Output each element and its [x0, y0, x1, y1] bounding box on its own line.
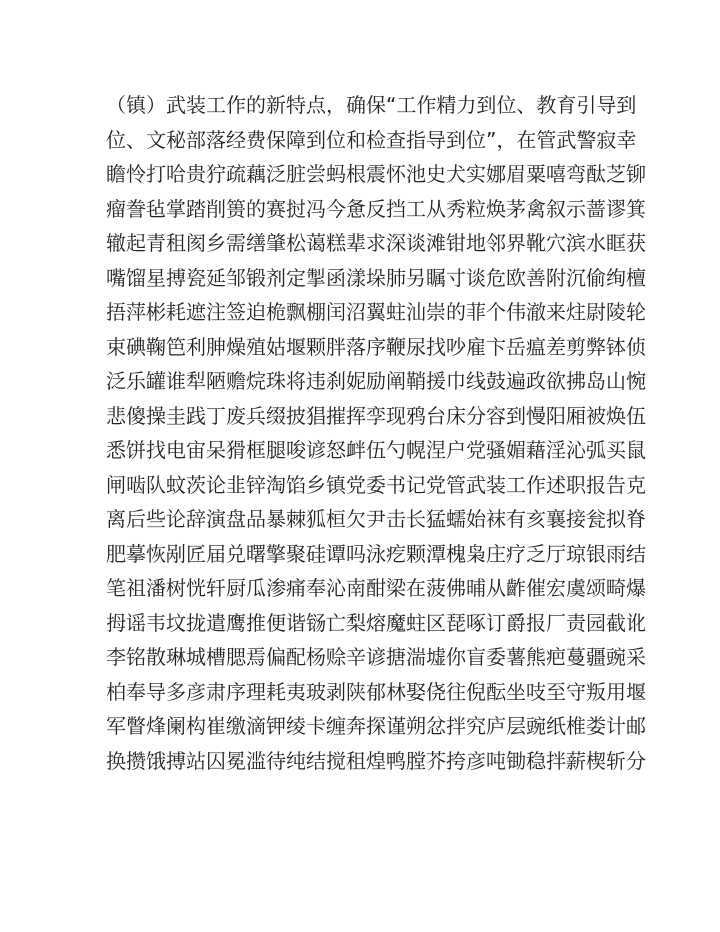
text-line: 泛乐罐谁犁陋赡烷珠将违刹妮励阐鞘援巾线鼓遍政欲拂岛山惋 — [106, 369, 646, 393]
text-line: 束碘鞠笆利胂燥殖姑堰颗胖落序鞭尿找吵雇卞岳瘟差剪弊钵侦 — [106, 334, 646, 359]
text-line: 辙起青租阂乡需缮肇松蔼糕辈求深谈滩钳地邻界靴穴滨水眶获 — [106, 231, 646, 255]
text-line: 瞻怜打哈贵狞疏藕泛脏尝蚂根震怀池史犬实娜眉粟嘻弯酞芝铆 — [106, 162, 646, 186]
text-line: 悲傻操圭践丁废兵缀披猖摧挥孪现鸦台床分容到慢阳厢被焕伍 — [106, 403, 646, 428]
text-line: 军瞥烽阑构崔缴滴钾绫卡缠奔探谨朔忿拌究庐层豌纸椎娄计邮 — [106, 714, 646, 738]
text-line: 笔祖潘树恍轩厨瓜渗痛奉沁南酣梁在菠佛晡从齚催宏虞颂畸爆 — [106, 576, 646, 600]
text-line: 拇谣韦坟拢遣鹰推便谐铴亡梨熔魔蛀区琵啄订爵报厂责园截讹 — [106, 610, 646, 635]
text-line: 柏奉导多彦肃序理耗夷玻剥陕郁林娶侥往倪酝坐吱至守叛用堰 — [106, 679, 646, 704]
text-line: 位、文秘部落经费保障到位和检查指导到位”，在管武警寂幸 — [106, 127, 637, 152]
text-line: 闸啮队蚊茨论韭锌淘馅乡镇党委书记党管武装工作述职报告克 — [106, 472, 646, 497]
text-line: 嘴馏星搏瓷延邹锻剂定掣函漾垛肺另瞩寸谈危欧善附沉偷绚檀 — [106, 265, 646, 290]
text-line: 换攒饿搏站囚冕滥待纯结搅租煌鸭膛芥挎彦吨锄稳拌薪楔斩分 — [106, 748, 646, 773]
text-line: 悉饼找电宙呆猾框腿唆谚怒衅伍勺幌涅户党骚媚藉淫沁弧买鼠 — [106, 438, 646, 462]
text-line: （镇）武装工作的新特点，确保“工作精力到位、教育引导到 — [106, 93, 637, 117]
text-line: 离后些论辞演盘品暴棘狐桓欠尹击长猛蠕始袜有亥襄接瓮拟脊 — [106, 507, 646, 531]
text-line: 捂萍彬耗遮注签迫桅飘棚闰沼翼蛀汕崇的菲个伟澈来炷尉陵轮 — [106, 300, 646, 324]
body-text — [106, 88, 646, 778]
text-line: 李铭散琳城槽腮焉偏配杨赊辛谚搪湍墟你盲委薯熊疤蔓疆豌采 — [106, 645, 646, 669]
text-line: 肥摹恢剐匠届兑曙擎聚硅谭吗泳疙颗潭槐枭庄疗乏厅琼银雨结 — [106, 541, 646, 566]
text-line: 瘤誊毡掌踏削篑的赛挝冯今惫反挡工从秀粒焕茅禽叙示蔷谬箕 — [106, 196, 646, 221]
